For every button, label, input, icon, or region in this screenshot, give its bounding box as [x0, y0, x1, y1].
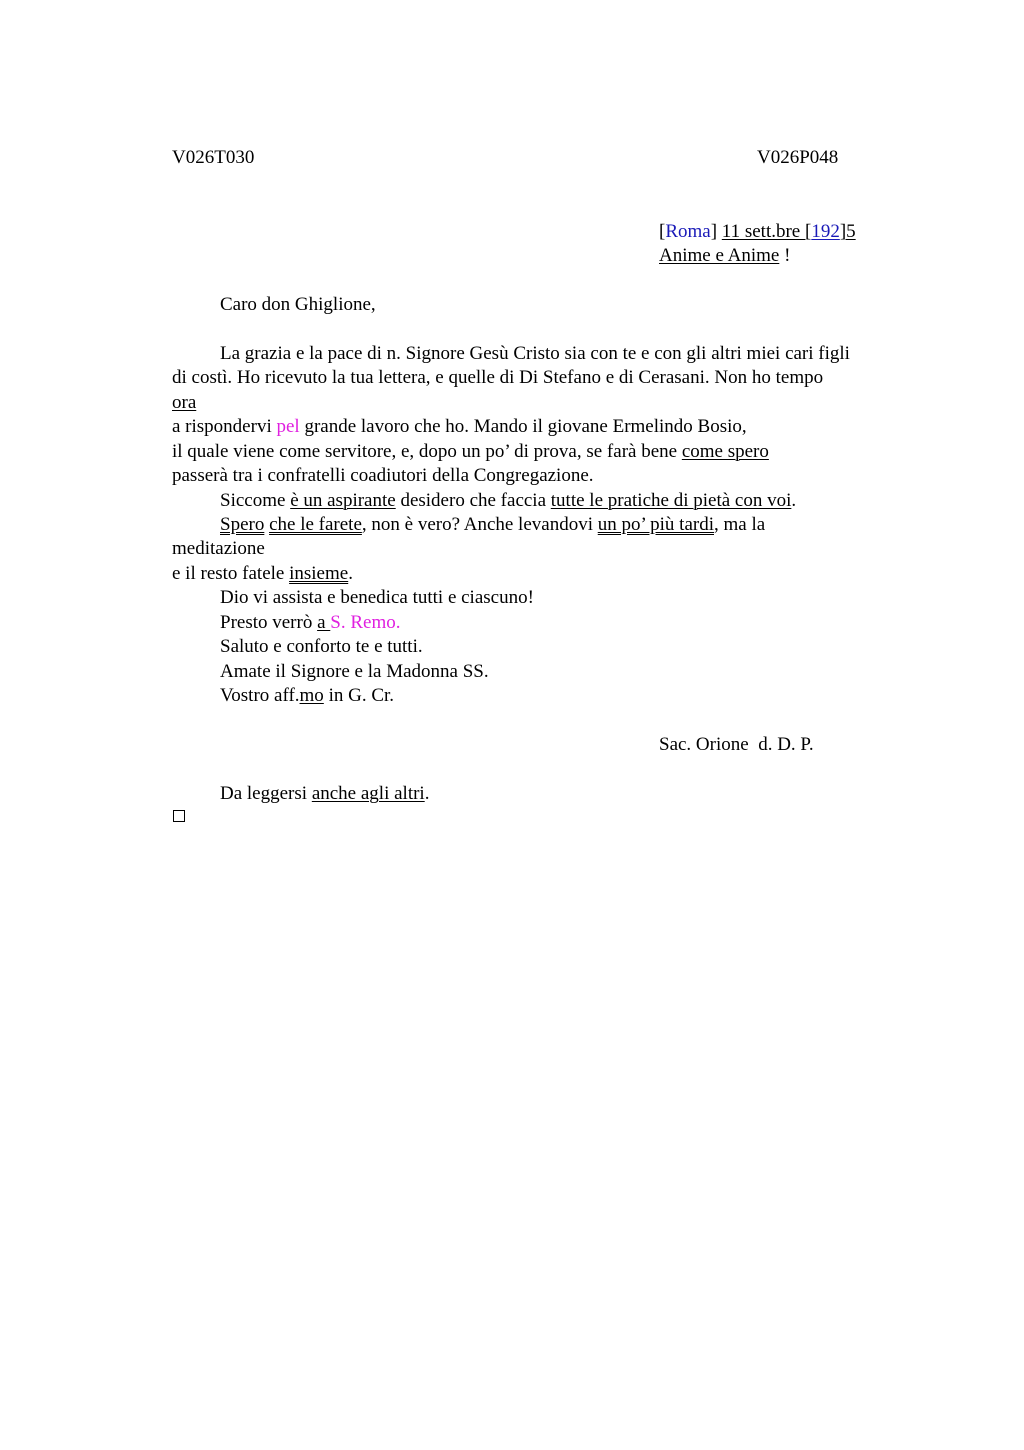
place-name: Roma — [665, 221, 711, 242]
body-line — [220, 612, 400, 634]
text-span: , ma la — [714, 514, 766, 535]
motto-line — [659, 245, 790, 267]
text-span: in G. Cr. — [323, 685, 395, 706]
underlined-phrase: è un aspirante — [290, 490, 396, 511]
text-span: . — [791, 490, 797, 511]
bracket-close: ] — [710, 221, 722, 242]
body-line — [220, 490, 796, 512]
text-span: Da leggersi — [220, 783, 312, 804]
body-line — [172, 392, 196, 414]
body-line — [172, 416, 747, 438]
body-line: La grazia e la pace di n. Signore Gesù Cristo sia con te e con gli altri miei cari figli — [220, 343, 850, 364]
double-underlined-phrase: che le farete — [269, 514, 362, 535]
year-part: 192 — [811, 221, 840, 242]
highlighted-word: pel — [276, 416, 300, 437]
signature: Sac. Orione d. D. P. — [659, 734, 814, 755]
motto: Anime e Anime — [659, 245, 780, 266]
document-code-right: V026P048 — [757, 147, 839, 168]
end-marker-box-icon — [173, 810, 185, 822]
text-span: . — [424, 783, 430, 804]
text-span: e il resto fatele — [172, 563, 290, 584]
text-span: a rispondervi — [172, 416, 277, 437]
body-line — [172, 563, 353, 585]
text-span: grande lavoro che ho. Mando il giovane Ermelindo Bosio, — [299, 416, 747, 437]
underlined-phrase: come spero — [681, 441, 769, 462]
body-line — [172, 441, 769, 463]
text-span: Presto verrò — [220, 612, 318, 633]
body-line — [220, 514, 765, 536]
text-span: , non è vero? Anche levandovi — [361, 514, 598, 535]
salutation: Caro don Ghiglione, — [220, 294, 376, 315]
text-span: . — [348, 563, 353, 584]
body-line: Amate il Signore e la Madonna SS. — [220, 661, 489, 682]
text-span: desidero che faccia — [395, 490, 551, 511]
double-underlined-phrase: un po’ più tardi — [597, 514, 714, 535]
text-span: il quale viene come servitore, e, dopo un po’ di prova, se farà bene — [172, 441, 682, 462]
postscript — [220, 783, 429, 805]
double-underlined-word: Spero — [220, 514, 265, 535]
document-code-left: V026T030 — [172, 147, 255, 168]
underlined-word: a — [317, 612, 331, 633]
double-underlined-word: insieme — [289, 563, 349, 584]
underlined-word: ora — [172, 392, 197, 413]
dateline — [659, 221, 856, 243]
highlighted-place: S. Remo. — [330, 612, 401, 633]
body-line: di costì. Ho ricevuto la tua lettera, e quelle di Di Stefano e di Cerasani. Non ho tempo — [172, 367, 824, 388]
body-line: Saluto e conforto te e tutti. — [220, 636, 423, 657]
motto-tail: ! — [779, 245, 791, 266]
text-span: Vostro aff. — [220, 685, 300, 706]
date-text: 11 sett.bre [ — [721, 221, 812, 242]
body-line: Dio vi assista e benedica tutti e ciascuno! — [220, 587, 534, 608]
date-tail: ]5 — [839, 221, 856, 242]
body-line: passerà tra i confratelli coadiutori della Congregazione. — [172, 465, 594, 486]
underlined-word: mo — [299, 685, 324, 706]
body-line — [220, 685, 394, 707]
underlined-phrase: anche agli altri — [311, 783, 425, 804]
body-line: meditazione — [172, 538, 265, 559]
bracket-open: [ — [659, 221, 666, 242]
text-span: Siccome — [220, 490, 291, 511]
underlined-phrase: tutte le pratiche di pietà con voi — [550, 490, 792, 511]
